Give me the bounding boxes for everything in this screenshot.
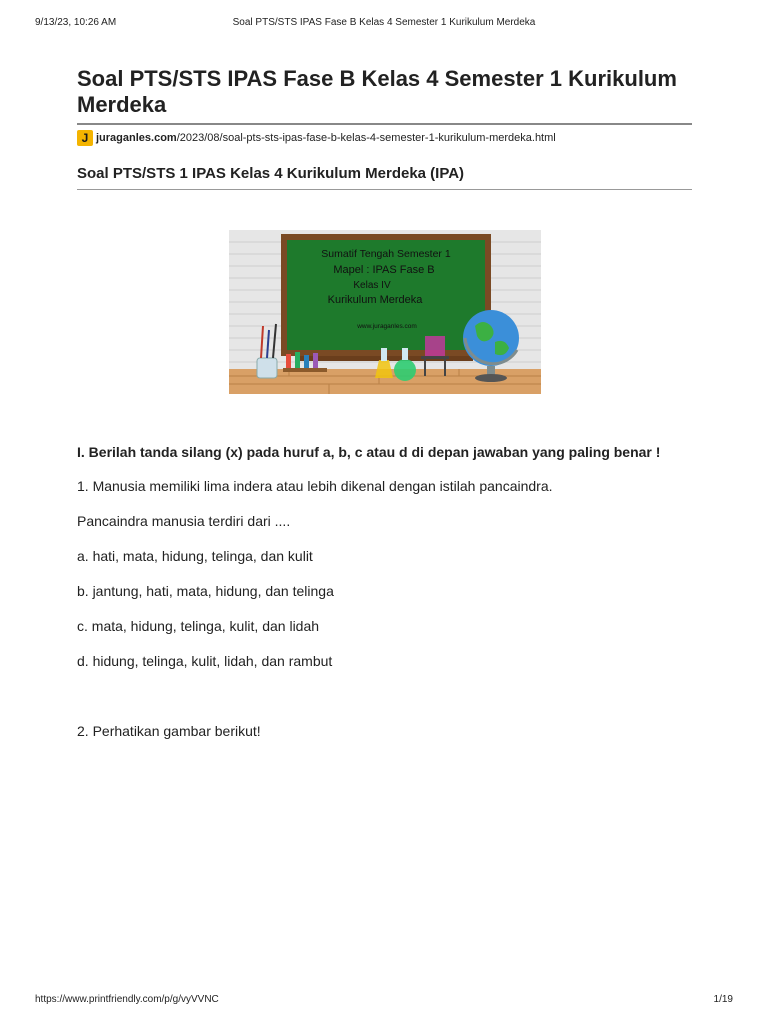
- print-footer-url: https://www.printfriendly.com/p/g/vyVVNC: [35, 994, 219, 1005]
- board-line-4: Kurikulum Merdeka: [327, 294, 422, 306]
- question-1-option-d: d. hidung, telinga, kulit, lidah, dan rambut: [77, 653, 333, 669]
- question-1-text: 1. Manusia memiliki lima indera atau lebih dikenal dengan istilah pancaindra.: [77, 478, 553, 494]
- board-line-1: Sumatif Tengah Semester 1: [320, 248, 451, 260]
- instruction-text: I. Berilah tanda silang (x) pada huruf a, b, c atau d di depan jawaban yang paling benar !: [77, 444, 661, 460]
- board-line-3: Kelas IV: [352, 280, 391, 291]
- article-title: Soal PTS/STS IPAS Fase B Kelas 4 Semester 1 Kurikulum Merdeka: [77, 66, 677, 117]
- source-path: /2023/08/soal-pts-sts-ipas-fase-b-kelas-4-semester-1-kurikulum-merdeka.html: [176, 132, 556, 144]
- question-1-option-c: c. mata, hidung, telinga, kulit, dan lidah: [77, 618, 320, 634]
- question-2-text: 2. Perhatikan gambar berikut!: [77, 723, 261, 739]
- juraganles-logo-icon: J: [77, 130, 93, 146]
- print-doc-title: Soal PTS/STS IPAS Fase B Kelas 4 Semester 1 Kurikulum Merdeka: [232, 17, 536, 28]
- question-1-option-a: a. hati, mata, hidung, telinga, dan kulit: [77, 548, 313, 564]
- page-number: 1/19: [713, 994, 733, 1005]
- classroom-chalkboard-image: [229, 230, 541, 394]
- source-domain: juraganles.com: [96, 132, 177, 144]
- board-line-2: Mapel : IPAS Fase B: [332, 264, 435, 276]
- question-1-prompt: Pancaindra manusia terdiri dari ....: [77, 513, 291, 529]
- print-datetime: 9/13/23, 10:26 AM: [35, 17, 117, 28]
- title-divider: [77, 123, 692, 125]
- section-divider: [77, 189, 692, 190]
- article: [77, 66, 692, 741]
- question-1-option-b: b. jantung, hati, mata, hidung, dan telinga: [77, 583, 334, 599]
- source-link[interactable]: [77, 129, 692, 147]
- section-title: Soal PTS/STS 1 IPAS Kelas 4 Kurikulum Merdeka (IPA): [77, 165, 465, 182]
- board-site: www.juraganles.com: [356, 323, 417, 330]
